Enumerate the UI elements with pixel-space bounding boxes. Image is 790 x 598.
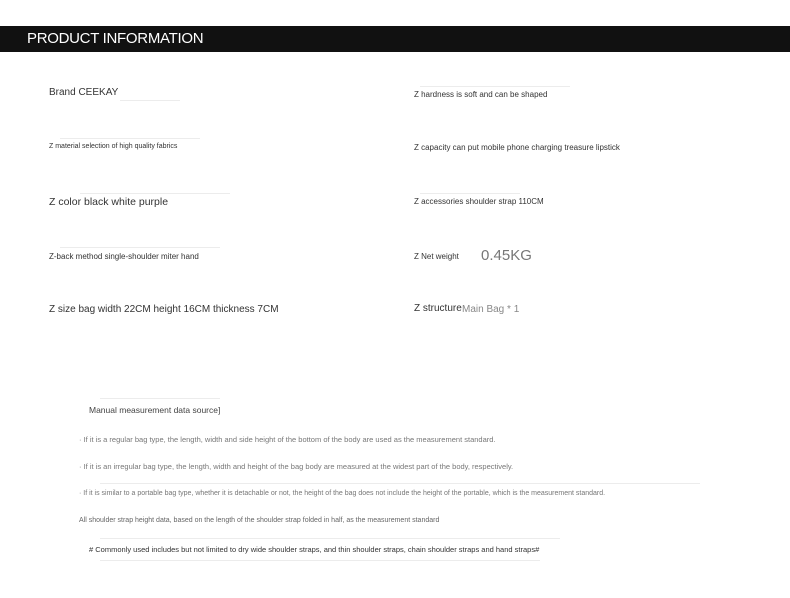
section-title: PRODUCT INFORMATION [27,30,204,47]
spec-structure-label: Z structure [414,303,462,314]
spec-back-method: Z-back method single-shoulder miter hand [49,252,199,261]
spec-accessories: Z accessories shoulder strap 110CM [414,197,544,206]
spec-brand: Brand CEEKAY [49,87,119,98]
artifact-line [60,247,220,248]
spec-color: Z color black white purple [49,196,169,208]
section-header-bar [0,26,790,52]
notes-heading: Manual measurement data source] [89,405,221,415]
artifact-line [420,193,520,194]
artifact-line [120,100,180,101]
artifact-line [100,483,700,484]
note-irregular-bag: · If it is an irregular bag type, the length, width and height of the bag body are measured at the widest part of the body, respectively. [79,462,514,471]
spec-material: Z material selection of high quality fabrics [49,143,178,150]
artifact-line [60,138,200,139]
artifact-line [420,86,570,87]
spec-net-weight-value: 0.45KG [481,247,532,264]
spec-hardness: Z hardness is soft and can be shaped [414,90,548,99]
note-portable-bag: · If it is similar to a portable bag type, whether it is detachable or not, the height of the bag does not include the height of the portable, which is the measurement standard. [79,490,606,497]
spec-capacity: Z capacity can put mobile phone charging treasure lipstick [414,143,620,152]
spec-size: Z size bag width 22CM height 16CM thickness 7CM [49,304,279,315]
artifact-line [80,193,230,194]
artifact-line [100,538,560,539]
spec-net-weight-label: Z Net weight [414,252,459,261]
note-strap-types: # Commonly used includes but not limited to dry wide shoulder straps, and thin shoulder straps, chain shoulder straps and hand straps# [89,545,540,554]
artifact-line [100,398,220,399]
note-shoulder-strap: All shoulder strap height data, based on the length of the shoulder strap folded in half, as the measurement standard [79,517,440,524]
note-regular-bag: · If it is a regular bag type, the length, width and side height of the bottom of the body are used as the measurement standard. [79,435,496,444]
artifact-line [100,560,540,561]
spec-structure-value: Main Bag * 1 [462,304,520,315]
